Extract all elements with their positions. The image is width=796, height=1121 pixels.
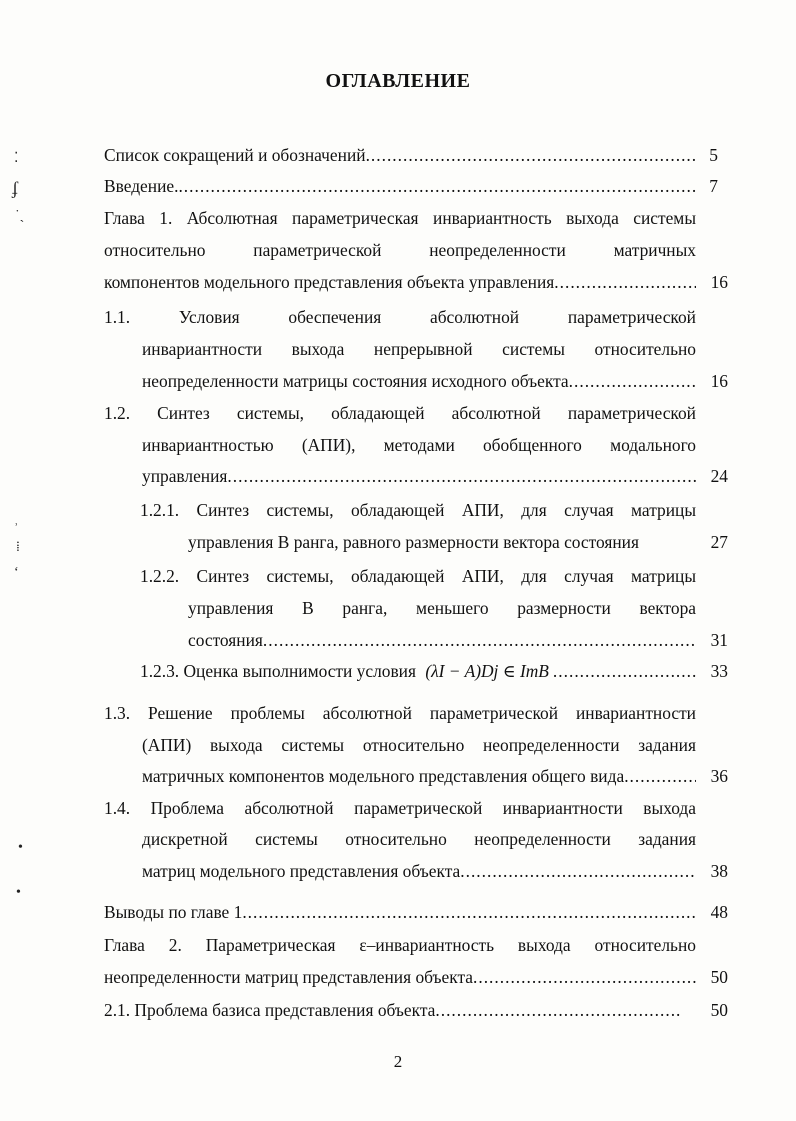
toc-entry-section-1-2-line[interactable]: управления ..... <box>142 463 696 489</box>
toc-page-number: 7 <box>709 176 718 196</box>
toc-entry-section-1-4-line[interactable]: матриц модельного представления объекта ..... <box>142 858 696 884</box>
scan-artifact: ˒ <box>14 515 19 530</box>
toc-entry-section-1-2-1-line[interactable]: управления B ранга, равного размерности вектора состояния <box>188 532 639 552</box>
scan-artifact: ⁞ <box>16 540 20 555</box>
toc-page-number: 16 <box>710 371 728 391</box>
toc-page-number: 31 <box>710 630 728 650</box>
toc-entry-chapter-2-line[interactable]: неопределенности матриц представления объекта ..... <box>104 964 696 990</box>
scan-artifact: • <box>16 885 21 900</box>
toc-entry-section-1-2-2-line[interactable]: управления B ранга, меньшего размерности вектора <box>188 598 696 618</box>
scan-artifact: • <box>18 840 23 855</box>
scan-artifact: ʄ <box>12 178 18 198</box>
toc-page-number: 27 <box>710 532 728 552</box>
toc-entry-section-1-4-line[interactable]: 1.4. Проблема абсолютной параметрической инвариантности выхода <box>104 798 696 818</box>
toc-entry-section-1-1-line[interactable]: неопределенности матрицы состояния исходного объекта ..... <box>142 368 696 394</box>
toc-entry-section-1-3-line[interactable]: (АПИ) выхода системы относительно неопределенности задания <box>142 735 696 755</box>
toc-page-number: 36 <box>710 766 728 786</box>
toc-page-number: 24 <box>710 466 728 486</box>
scan-artifact: ʻ <box>14 565 19 580</box>
toc-page-number: 5 <box>709 145 718 165</box>
toc-entry-introduction[interactable]: Введение. ..... <box>104 173 696 199</box>
toc-entry-chapter-2-line[interactable]: Глава 2. Параметрическая ε–инвариантность выхода относительно <box>104 935 696 955</box>
toc-entry-section-1-2-1-line[interactable]: 1.2.1. Синтез системы, обладающей АПИ, для случая матрицы <box>140 500 696 520</box>
page-title: ОГЛАВЛЕНИЕ <box>325 70 471 92</box>
toc-entry-conclusions-1[interactable]: Выводы по главе 1 ..... <box>104 899 696 925</box>
toc-entry-section-1-2-2-line[interactable]: состояния ..... <box>188 627 696 653</box>
toc-page-number: 50 <box>710 967 728 987</box>
toc-entry-section-1-2-3[interactable]: 1.2.3. Оценка выполнимости условия (λI − A)Dj ∈ ImB ..... <box>140 658 696 684</box>
toc-page-number: 38 <box>710 861 728 881</box>
page-number: 2 <box>393 1052 403 1071</box>
toc-entry-chapter-1-line[interactable]: относительно параметрической неопределенности матричных <box>104 240 696 260</box>
toc-entry-section-1-3-line[interactable]: матричных компонентов модельного представления общего вида ..... <box>142 763 696 789</box>
toc-entry-section-2-1[interactable]: 2.1. Проблема базиса представления объекта ..... <box>104 997 680 1023</box>
toc-entry-section-1-3-line[interactable]: 1.3. Решение проблемы абсолютной параметрической инвариантности <box>104 703 696 723</box>
toc-entry-section-1-1-line[interactable]: 1.1. Условия обеспечения абсолютной параметрической <box>104 307 696 327</box>
toc-entry-chapter-1-line[interactable]: Глава 1. Абсолютная параметрическая инвариантность выхода системы <box>104 208 696 228</box>
scan-artifact: ˙ˎ <box>15 208 25 223</box>
toc-entry-section-1-2-line[interactable]: 1.2. Синтез системы, обладающей абсолютной параметрической <box>104 403 696 423</box>
toc-entry-section-1-2-line[interactable]: инвариантностью (АПИ), методами обобщенного модального <box>142 435 696 455</box>
scan-artifact: ⁚ <box>14 151 19 166</box>
toc-entry-section-1-1-line[interactable]: инвариантности выхода непрерывной системы относительно <box>142 339 696 359</box>
toc-page-number: 48 <box>710 902 728 922</box>
toc-page-number: 50 <box>710 1000 728 1020</box>
toc-entry-section-1-2-2-line[interactable]: 1.2.2. Синтез системы, обладающей АПИ, для случая матрицы <box>140 566 696 586</box>
formula: (λI − A)Dj ∈ ImB <box>425 661 549 681</box>
toc-page-number: 16 <box>710 272 728 292</box>
toc-entry-section-1-4-line[interactable]: дискретной системы относительно неопределенности задания <box>142 829 696 849</box>
toc-entry-chapter-1-line[interactable]: компонентов модельного представления объекта управления ..... <box>104 269 696 295</box>
toc-page-number: 33 <box>710 661 728 681</box>
toc-entry-abbreviations[interactable]: Список сокращений и обозначений ..... <box>104 142 696 168</box>
